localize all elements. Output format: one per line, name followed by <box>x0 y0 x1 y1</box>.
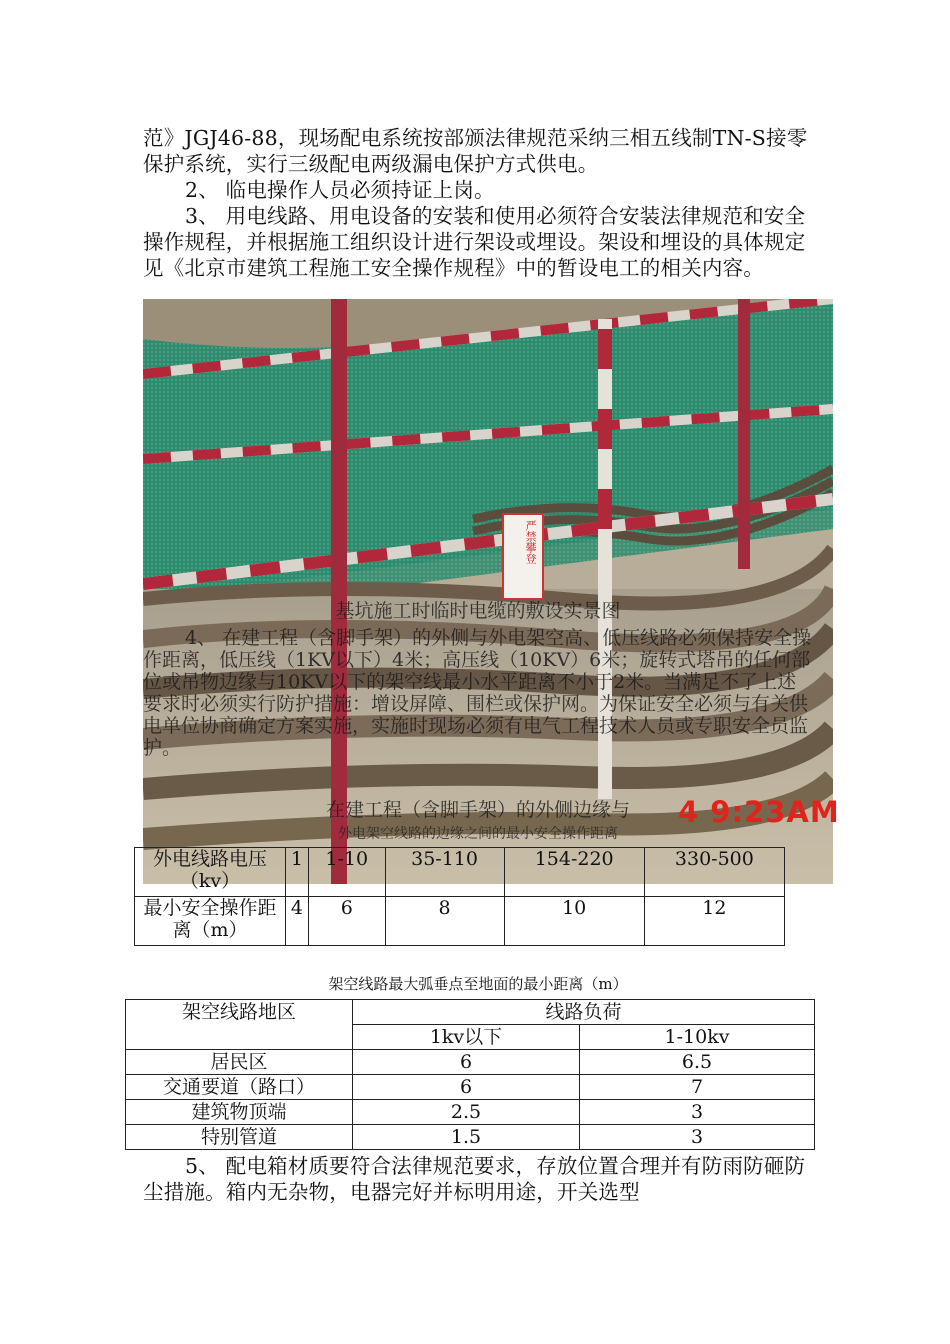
voltage-cell: 330-500 <box>644 848 784 897</box>
distance-cell: 8 <box>385 897 504 946</box>
low-cell: 1.5 <box>353 1125 580 1150</box>
distance-cell: 6 <box>308 897 385 946</box>
item-2-paragraph: 2、 临电操作人员必须持证上岗。 <box>185 178 495 202</box>
table2-title: 架空线路最大弧垂点至地面的最小距离（m） <box>328 975 628 993</box>
voltage-row-label: 外电线路电压（kv） <box>135 848 286 897</box>
item-5-paragraph: 5、 配电箱材质要符合法律规范要求，存放位置合理并有防雨防砸防尘措施。箱内无杂物，电器完好并标明用途，开关选型 <box>143 1154 806 1204</box>
distance-row-label: 最小安全操作距离（m） <box>135 897 286 946</box>
table-row <box>126 1050 815 1075</box>
item-4-paragraph: 4、 在建工程（含脚手架）的外侧与外电架空高、低压线路必须保持安全操作距离，低压线（1KV以下）4米；高压线（10KV）6米；旋转式塔吊的任何部位或吊物边缘与10KV以下的架空线最小水平距离不小于2米。当满足不了上述要求时必须实行防护措施：增设屏障、围栏或保护网。为保证安全必须与有关供电单位协商确定方案实施，实施时现场必须有电气工程技术人员或专职安全员监护。 <box>143 627 812 759</box>
distance-cell: 12 <box>644 897 784 946</box>
voltage-cell: 154-220 <box>504 848 644 897</box>
low-cell: 6 <box>353 1050 580 1075</box>
high-voltage-header: 1-10kv <box>580 1025 815 1050</box>
photo-caption: 基坑施工时临时电缆的敷设实景图 <box>335 600 621 622</box>
table-row <box>126 1125 815 1150</box>
distance-cell: 10 <box>504 897 644 946</box>
load-header: 线路负荷 <box>353 1000 815 1025</box>
item-3-paragraph: 3、 用电线路、用电设备的安装和使用必须符合安装法律规范和安全操作规程，并根据施工组织设计进行架设或埋设。架设和埋设的具体规定见《北京市建筑工程施工安全操作规程》中的暂设电工的相关内容。 <box>143 204 806 280</box>
high-cell: 3 <box>580 1125 815 1150</box>
safety-distance-table <box>134 847 785 946</box>
voltage-cell: 1 <box>286 848 309 897</box>
table1-title-line1: 在建工程（含脚手架）的外侧边缘与 <box>325 799 630 821</box>
table-row <box>126 1000 815 1025</box>
area-cell: 特别管道 <box>126 1125 353 1150</box>
warning-sign: 严禁攀登 <box>524 520 537 564</box>
table-row <box>126 1075 815 1100</box>
table-row <box>126 1100 815 1125</box>
area-cell: 建筑物顶端 <box>126 1100 353 1125</box>
table-row <box>135 897 785 946</box>
voltage-cell: 1-10 <box>308 848 385 897</box>
area-header: 架空线路地区 <box>126 1000 353 1050</box>
high-cell: 3 <box>580 1100 815 1125</box>
low-cell: 2.5 <box>353 1100 580 1125</box>
area-cell: 交通要道（路口） <box>126 1075 353 1100</box>
intro-paragraph: 范》JGJ46-88，现场配电系统按部颁法律规范采纳三相五线制TN-S接零保护系统，实行三级配电两级漏电保护方式供电。 <box>143 126 808 176</box>
low-cell: 6 <box>353 1075 580 1100</box>
high-cell: 7 <box>580 1075 815 1100</box>
distance-cell: 4 <box>286 897 309 946</box>
area-cell: 居民区 <box>126 1050 353 1075</box>
sag-distance-table <box>125 999 815 1150</box>
photo-timestamp: 4 9:23AM <box>678 795 840 829</box>
low-voltage-header: 1kv以下 <box>353 1025 580 1050</box>
table1-title-line2: 外电架空线路的边缘之间的最小安全操作距离 <box>338 826 618 842</box>
high-cell: 6.5 <box>580 1050 815 1075</box>
table-row <box>135 848 785 897</box>
voltage-cell: 35-110 <box>385 848 504 897</box>
